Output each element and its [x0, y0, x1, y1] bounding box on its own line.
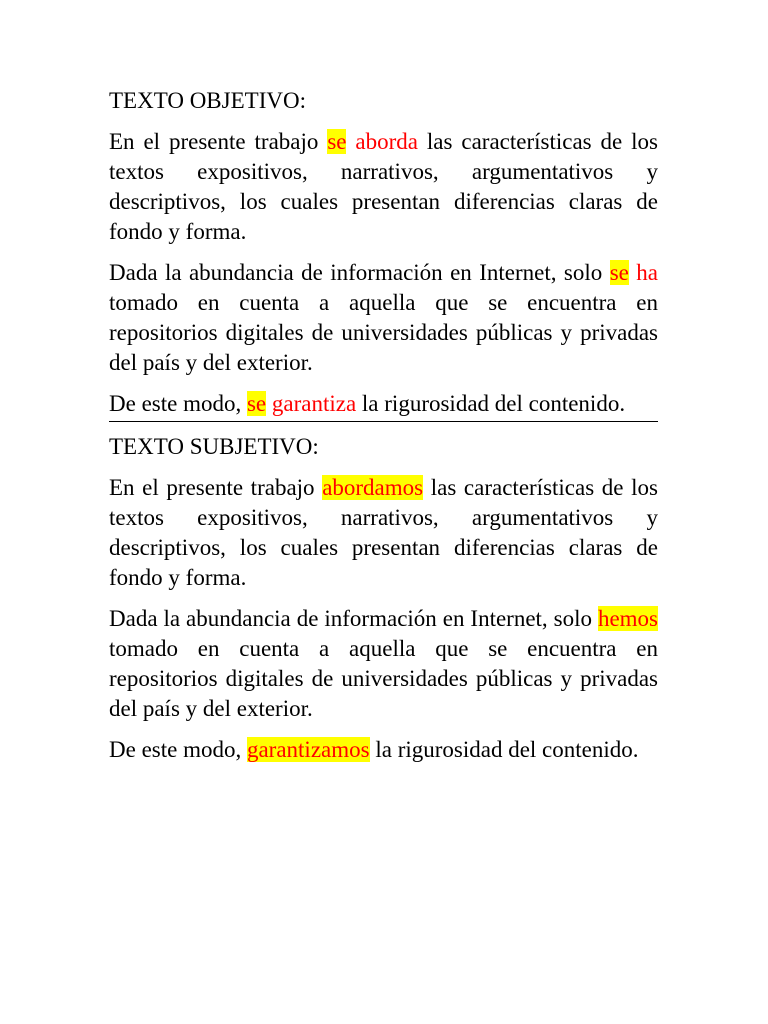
highlighted-word: se: [609, 260, 629, 285]
red-word: garantiza: [271, 391, 357, 416]
text-segment: las características de los textos expositivos, narrativos, argumentativos y descriptivos, los cuales presentan diferencias claras de fondo y forma.: [109, 129, 658, 244]
text-segment: En el presente trabajo: [109, 129, 328, 154]
text-segment: De este modo,: [109, 737, 247, 762]
highlighted-word: abordamos: [322, 475, 424, 500]
subjective-paragraph-1: [109, 473, 658, 593]
text-segment: De este modo,: [109, 391, 247, 416]
highlighted-word: garantizamos: [246, 737, 370, 762]
objective-paragraph-1: [109, 127, 658, 247]
highlighted-word: se: [327, 129, 347, 154]
section-divider: [109, 421, 658, 422]
red-word: ha: [636, 260, 659, 285]
text-segment: la rigurosidad del contenido.: [356, 391, 626, 416]
text-segment: la rigurosidad del contenido.: [369, 737, 639, 762]
text-segment: En el presente trabajo: [109, 475, 323, 500]
text-segment: Dada la abundancia de información en Internet, solo: [109, 606, 598, 631]
text-segment: las características de los textos expositivos, narrativos, argumentativos y descriptivos, los cuales presentan diferencias claras de fondo y forma.: [109, 475, 658, 590]
objective-heading: TEXTO OBJETIVO:: [109, 88, 306, 113]
subjective-paragraph-2: [109, 604, 658, 724]
subjective-paragraph-3: [109, 735, 658, 765]
red-word: aborda: [355, 129, 418, 154]
objective-paragraph-2: [109, 258, 658, 378]
subjective-heading: TEXTO SUBJETIVO:: [109, 434, 319, 459]
text-segment: tomado en cuenta a aquella que se encuentra en repositorios digitales de universidades públicas y privadas del país y del exterior.: [109, 290, 658, 375]
text-segment: tomado en cuenta a aquella que se encuentra en repositorios digitales de universidades públicas y privadas del país y del exterior.: [109, 636, 658, 721]
highlighted-word: hemos: [597, 606, 658, 631]
text-segment: Dada la abundancia de información en Internet, solo: [109, 260, 610, 285]
objective-paragraph-3: [109, 389, 658, 419]
document-page: [109, 86, 658, 765]
highlighted-word: se: [246, 391, 267, 416]
